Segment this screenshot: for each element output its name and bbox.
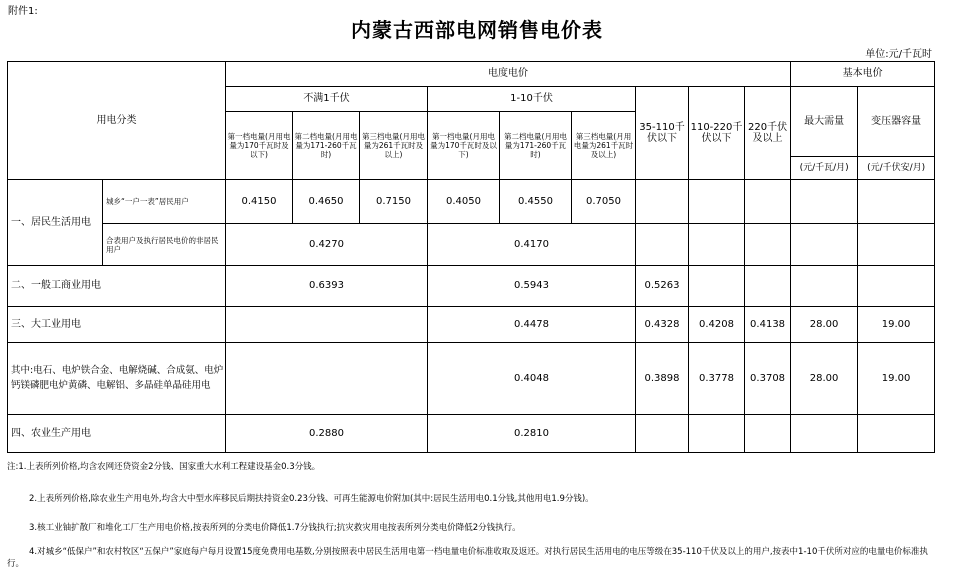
row-residential-sub2-label: 合表用户及执行居民电价的非居民用户 bbox=[103, 224, 226, 266]
note-1: 注:1.上表所列价格,均含农网还贷资金2分钱、国家重大水利工程建设基金0.3分钱。 bbox=[7, 462, 321, 472]
row-residential-label: 一、居民生活用电 bbox=[8, 180, 103, 266]
header-transformer-capacity: 变压器容量 bbox=[858, 87, 935, 157]
cell-com-1-10kv: 0.5943 bbox=[428, 266, 636, 307]
header-35-110kv: 35-110千伏以下 bbox=[636, 87, 689, 180]
page-title: 内蒙古西部电网销售电价表 bbox=[351, 18, 603, 42]
cell-res-t3: 0.7150 bbox=[360, 180, 428, 224]
cell-ind-1-10kv: 0.4478 bbox=[428, 307, 636, 343]
row-large-industry-label: 三、大工业用电 bbox=[8, 307, 226, 343]
row-residential-sub1-label: 城乡“一户一表”居民用户 bbox=[103, 180, 226, 224]
cell-ind-transformer: 19.00 bbox=[858, 307, 935, 343]
cell-res-t2b: 0.4550 bbox=[500, 180, 572, 224]
header-max-demand: 最大需量 bbox=[791, 87, 858, 157]
max-demand-unit: (元/千瓦/月) bbox=[791, 157, 858, 180]
cell-spec-1-10kv: 0.4048 bbox=[428, 343, 636, 415]
cell-spec-35-110kv: 0.3898 bbox=[636, 343, 689, 415]
cell-spec-transformer: 19.00 bbox=[858, 343, 935, 415]
cell-com-under1kv: 0.6393 bbox=[226, 266, 428, 307]
header-energy-price: 电度电价 bbox=[226, 62, 791, 87]
cell-ind-110-220kv: 0.4208 bbox=[689, 307, 745, 343]
cell-res2-under1kv: 0.4270 bbox=[226, 224, 428, 266]
cell-ind-max-demand: 28.00 bbox=[791, 307, 858, 343]
header-tier3: 第三档电量(月用电量为261千瓦时及以上) bbox=[360, 112, 428, 180]
row-special-label: 其中:电石、电炉铁合金、电解烧碱、合成氨、电炉钙镁磷肥电炉黄磷、电解铝、多晶硅单晶硅用电 bbox=[8, 343, 226, 415]
tariff-table bbox=[7, 61, 935, 453]
header-category: 用电分类 bbox=[8, 62, 226, 180]
cell-res-t1b: 0.4050 bbox=[428, 180, 500, 224]
transformer-unit: (元/千伏安/月) bbox=[858, 157, 935, 180]
cell-agr-1-10kv: 0.2810 bbox=[428, 415, 636, 453]
note-2: 2.上表所列价格,除农业生产用电外,均含大中型水库移民后期扶持资金0.23分钱、可再生能源电价附加(其中:居民生活用电0.1分钱,其他用电1.9分钱)。 bbox=[29, 494, 594, 504]
note-4: 4.对城乡“低保户”和农村牧区“五保户”家庭每户每月设置15度免费用电基数,分别按照表中居民生活用电第一档电量电价标准收取及返还。对执行居民生活用电的电压等级在35-110千伏及以上的用户,按表中1-10千伏所对应的电量电价标准执行。 bbox=[7, 547, 928, 570]
header-1-10kv: 1-10千伏 bbox=[428, 87, 636, 112]
header-under-1kv: 不满1千伏 bbox=[226, 87, 428, 112]
cell-ind-35-110kv: 0.4328 bbox=[636, 307, 689, 343]
cell-res-t1: 0.4150 bbox=[226, 180, 293, 224]
header-110-220kv: 110-220千伏以下 bbox=[689, 87, 745, 180]
attachment-label: 附件1: bbox=[8, 6, 38, 17]
cell-spec-max-demand: 28.00 bbox=[791, 343, 858, 415]
header-tier2-b: 第二档电量(月用电量为171-260千瓦时) bbox=[500, 112, 572, 180]
unit-label: 单位:元/千瓦时 bbox=[865, 49, 932, 60]
cell-res-t3b: 0.7050 bbox=[572, 180, 636, 224]
header-tier3-b: 第三档电量(月用电量为261千瓦时及以上) bbox=[572, 112, 636, 180]
cell-com-35-110kv: 0.5263 bbox=[636, 266, 689, 307]
header-220kv-up: 220千伏及以上 bbox=[745, 87, 791, 180]
cell-res-t2: 0.4650 bbox=[293, 180, 360, 224]
header-tier1: 第一档电量(月用电量为170千瓦时及以下) bbox=[226, 112, 293, 180]
header-basic-price: 基本电价 bbox=[791, 62, 935, 87]
row-agriculture-label: 四、农业生产用电 bbox=[8, 415, 226, 453]
header-tier2: 第二档电量(月用电量为171-260千瓦时) bbox=[293, 112, 360, 180]
cell-res2-1-10kv: 0.4170 bbox=[428, 224, 636, 266]
header-tier1-b: 第一档电量(月用电量为170千瓦时及以下) bbox=[428, 112, 500, 180]
cell-agr-under1kv: 0.2880 bbox=[226, 415, 428, 453]
cell-spec-220kv-up: 0.3708 bbox=[745, 343, 791, 415]
note-3: 3.核工业铀扩散厂和堆化工厂生产用电价格,按表所列的分类电价降低1.7分钱执行;抗灾救灾用电按表所列分类电价降低2分钱执行。 bbox=[29, 523, 521, 533]
row-commercial-label: 二、一般工商业用电 bbox=[8, 266, 226, 307]
cell-spec-110-220kv: 0.3778 bbox=[689, 343, 745, 415]
cell-ind-220kv-up: 0.4138 bbox=[745, 307, 791, 343]
